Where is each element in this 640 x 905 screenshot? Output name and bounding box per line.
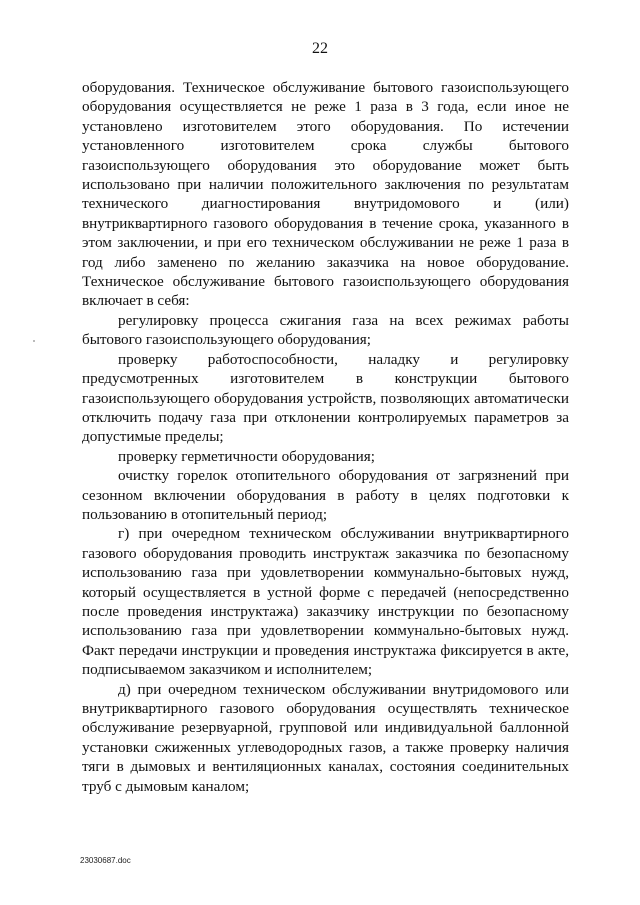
margin-mark <box>33 340 35 342</box>
paragraph-item-d: д) при очередном техническом обслуживании внутридомового или внутриквартирного газового оборудования осуществлять техническое обслуживание резервуарной, групповой или индивидуальной баллонной установки сжиженных углеводородных газов, а также проверку наличия тяги в дымовых и вентиляционных каналах, состояния соединительных труб с дымовым каналом; <box>82 680 569 795</box>
paragraph-item-g: г) при очередном техническом обслуживании внутриквартирного газового оборудования проводить инструктаж заказчика по безопасному использованию газа при удовлетворении коммунально-бытовых нужд, который осуществляется в устной форме с передачей (непосредственно после проведения инструктажа) заказчику инструкции по безопасному использованию газа при удовлетворении коммунально-бытовых нужд. Факт передачи инструкции и проведения инструктажа фиксируется в акте, подписываемом заказчиком и исполнителем; <box>82 525 569 679</box>
paragraph-continuation: оборудования. Техническое обслуживание бытового газоиспользующего оборудования осуществляется не реже 1 раза в 3 года, если иное не установлено изготовителем этого оборудования. По истечении установленного изготовителем срока службы бытового газоиспользующего оборудования это оборудование может быть использовано при наличии положительного заключения по результатам технического диагностирования внутридомового и (или) внутриквартирного газового оборудования в течение срока, указанного в этом заключении, и при его техническом обслуживании не реже 1 раза в год либо заменено по желанию заказчика на новое оборудование. Техническое обслуживание бытового газоиспользующего оборудования включает в себя: <box>82 79 569 310</box>
document-body <box>82 78 569 796</box>
paragraph-combustion-regulation: регулировку процесса сжигания газа на всех режимах работы бытового газоиспользующего оборудования; <box>82 311 569 349</box>
footer-file-code: 23030687.doc <box>80 856 131 865</box>
paragraph-burner-cleaning: очистку горелок отопительного оборудования от загрязнений при сезонном включении оборудования в работу в целях подготовки к пользованию в отопительный период; <box>82 467 569 523</box>
page-number: 22 <box>312 40 328 57</box>
paragraph-tightness-check: проверку герметичности оборудования; <box>118 447 376 465</box>
paragraph-operability-check: проверку работоспособности, наладку и регулировку предусмотренных изготовителем в конструкции бытового газоиспользующего оборудования устройств, позволяющих автоматически отключить подачу газа при отклонении контролируемых параметров за допустимые пределы; <box>82 350 569 446</box>
